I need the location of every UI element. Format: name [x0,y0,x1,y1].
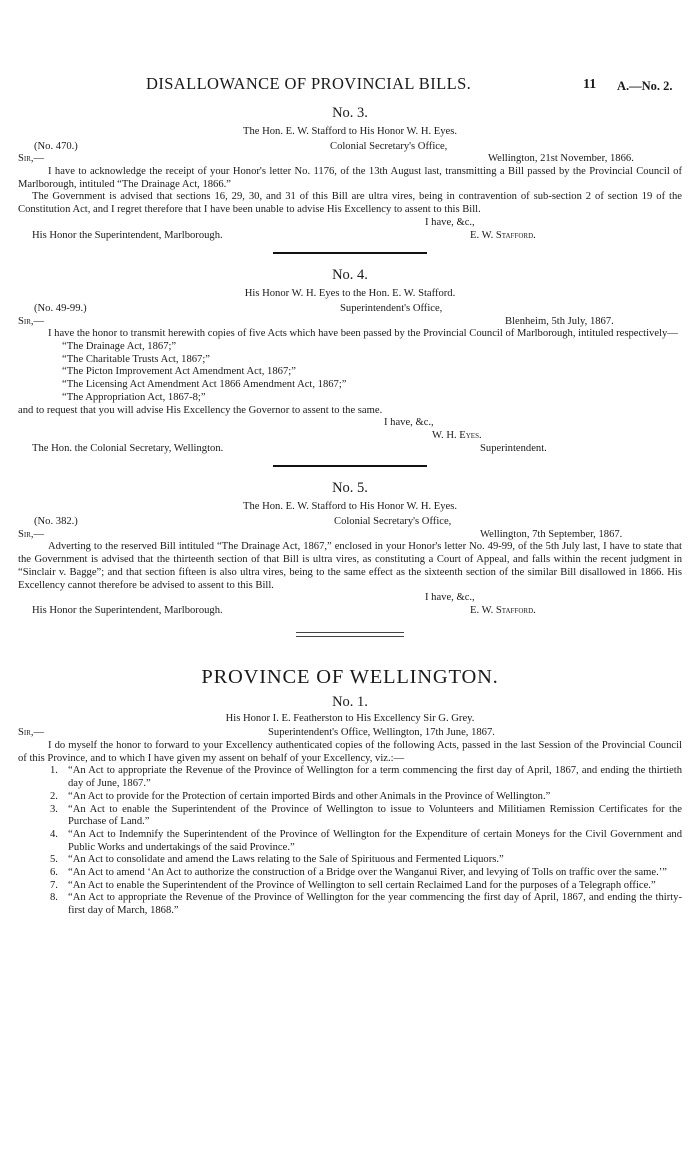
letter-no-5 [18,479,682,636]
list-item [18,791,682,804]
letter-addressee: His Honor the Superintendent, Marlborough. [32,229,223,241]
list-item [18,867,682,880]
list-item [18,892,682,917]
letter-ref-number: (No. 382.) [34,516,78,528]
letter-signature: E. W. Stafford. [470,604,536,616]
item-text: “An Act to enable the Superintendent of the Province of Wellington to sell certain Reclaimed Land for the purposes of a Telegraph office.” [68,879,656,891]
item-number: 8. [50,892,58,904]
letter-signature-row [18,430,682,443]
letter-office: Colonial Secretary's Office, [330,140,448,152]
item-number: 6. [50,867,58,879]
letter-closing: I have, &c., [425,592,475,604]
letter-paragraph: I have to acknowledge the receipt of your Honor's letter No. 1176, of the 13th August last, transmitting a Bill passed by the Provincial Council of Marlborough, intituled “The Drainage Act, 1866.” [18,166,682,190]
page-content [18,104,682,918]
letter-addressee-row [18,443,682,456]
section-divider [296,636,404,637]
letter-salutation-row [18,153,682,166]
letter-place-date: Blenheim, 5th July, 1867. [505,315,614,327]
letter-paragraph: and to request that you will advise His Excellency the Governor to assent to the same. [18,404,383,416]
letter-meta-row [18,141,682,154]
letter-closing-row [18,217,682,230]
letter-place-date: Wellington, 21st November, 1866. [488,153,634,165]
letter-salutation: Sir,— [18,727,45,739]
letter-from-to: His Honor W. H. Eyes to the Hon. E. W. Stafford. [244,288,456,300]
letter-ref-number: (No. 49-99.) [34,302,87,314]
letter-place-date: Wellington, 7th September, 1867. [480,528,623,540]
item-number: 3. [50,803,58,815]
letter-closing-row [18,417,682,430]
letter-paragraph: I have the honor to transmit herewith copies of five Acts which have been passed by the Provincial Council of Marlborough, intituled respectively— [48,328,678,340]
list-item [18,804,682,829]
letter-salutation: Sir,— [18,528,45,540]
letter-closing: I have, &c., [384,417,434,429]
letter-number: No. 5. [332,480,368,497]
letter-paragraph: The Government is advised that sections 16, 29, 30, and 31 of this Bill are ultra vires, being in contravention of sub-section 2 of section 19 of the Constitution Act, and I regret therefore that I have been unable to advise His Excellency to assent to this Bill. [18,191,682,216]
letter-salutation-row [18,529,682,542]
letter-closing-row [18,592,682,605]
list-item [18,880,682,893]
item-number: 1. [50,765,58,777]
letter-place-date: Superintendent's Office, Wellington, 17th June, 1867. [268,727,495,739]
section-divider [273,465,427,467]
item-text: “An Act to amend ‘An Act to authorize the construction of a Bridge over the Wanganui River, and levying of Tolls on traffic over the same.’” [68,867,668,879]
letter-number: No. 1. [332,693,368,710]
letter-signature-row [18,230,682,243]
list-item [18,765,682,790]
letter-from-to: His Honor I. E. Featherston to His Excellency Sir G. Grey. [225,712,475,724]
province-section [18,665,682,918]
letter-from-to: The Hon. E. W. Stafford to His Honor W. H. Eyes. [242,126,458,137]
list-item: “The Licensing Act Amendment Act 1866 Amendment Act, 1867;” [62,379,347,391]
letter-ref-number: (No. 470.) [34,140,78,152]
province-title: PROVINCE OF WELLINGTON. [201,665,499,688]
letter-no-3 [18,104,682,254]
item-text: “An Act to consolidate and amend the Laws relating to the Sale of Spirituous and Fermented Liquors.” [68,854,504,866]
page-number: 11 [583,77,597,92]
letter-no-4 [18,266,682,467]
letter-addressee: His Honor the Superintendent, Marlborough. [32,604,223,616]
item-number: 7. [50,879,58,891]
letter-paragraph: I do myself the honor to forward to your Excellency authenticated copies of the following Acts, passed in the last Session of the Provincial Council of this Province, and to which I have given my assent on behalf of your Excellency, viz.:— [18,739,682,764]
letter-salutation-row [18,316,682,329]
paper-reference: A.—No. 2. [617,79,673,93]
item-text: “An Act to enable the Superintendent of the Province of Wellington to issue to Volunteers and Militiamen Remission Certificates for the Purchase of Land.” [68,803,682,828]
letter-meta-row [18,516,682,529]
letter-number: No. 4. [332,267,368,284]
letter-salutation: Sir,— [18,315,45,327]
item-number: 2. [50,790,58,802]
act-list [18,341,682,405]
letter-paragraph: Adverting to the reserved Bill intituled “The Drainage Act, 1867,” enclosed in your Honor's letter No. 49-99, of the 5th July last, I have to state that the Government is advised that the thirteenth section of that Bill is ultra vires, as constituting a Court of Appeal, and falls within the recent judgment in “Sinclair v. Bagge”; and that section fifteen is also ultra vires, being to the same effect as the sixteenth section of the similar Bill disallowed in 1866. His Excellency cannot therefore be advised to assent to this Bill. [18,541,682,591]
letter-signature: W. H. Eyes. [432,429,482,441]
letter-signature-title: Superintendent. [480,442,547,454]
acts-list [18,765,682,917]
letter-salutation: Sir,— [18,153,45,165]
section-divider [273,252,427,254]
section-divider [296,632,404,633]
letter-office: Colonial Secretary's Office, [334,516,452,528]
item-text: “An Act to appropriate the Revenue of the Province of Wellington for the year commencing the first day of April, 1867, and ending the thirty-first day of March, 1868.” [68,892,682,917]
item-text: “An Act to provide for the Protection of certain imported Birds and other Animals in the Province of Wellington.” [68,790,551,802]
list-item [18,854,682,867]
item-text: “An Act to Indemnify the Superintendent of the Province of Wellington for the Expenditure of certain Moneys for the Civil Government and Public Works and undertakings of the said Province.” [68,828,682,853]
list-item: “The Picton Improvement Act Amendment Act, 1867;” [62,366,296,378]
list-item: “The Drainage Act, 1867;” [62,341,177,353]
letter-closing: I have, &c., [425,216,475,228]
header-title: DISALLOWANCE OF PROVINCIAL BILLS. [146,74,472,93]
item-number: 4. [50,828,58,840]
item-text: “An Act to appropriate the Revenue of the Province of Wellington for a term commencing the first day of April, 1867, and ending the thirtieth day of June, 1867.” [68,765,682,790]
list-item: “The Charitable Trusts Act, 1867;” [62,353,211,365]
letter-addressee: The Hon. the Colonial Secretary, Wellington. [32,442,224,454]
letter-salutation-row [18,727,682,740]
letter-signature-row [18,605,682,618]
list-item: “The Appropriation Act, 1867-8;” [62,391,206,403]
letter-from-to: The Hon. E. W. Stafford to His Honor W. H. Eyes. [242,501,458,513]
item-number: 5. [50,854,58,866]
letter-signature: E. W. Stafford. [470,229,536,241]
letter-meta-row [18,303,682,316]
list-item [18,829,682,854]
running-header [0,74,700,98]
letter-number: No. 3. [332,105,368,121]
letter-office: Superintendent's Office, [340,302,443,314]
